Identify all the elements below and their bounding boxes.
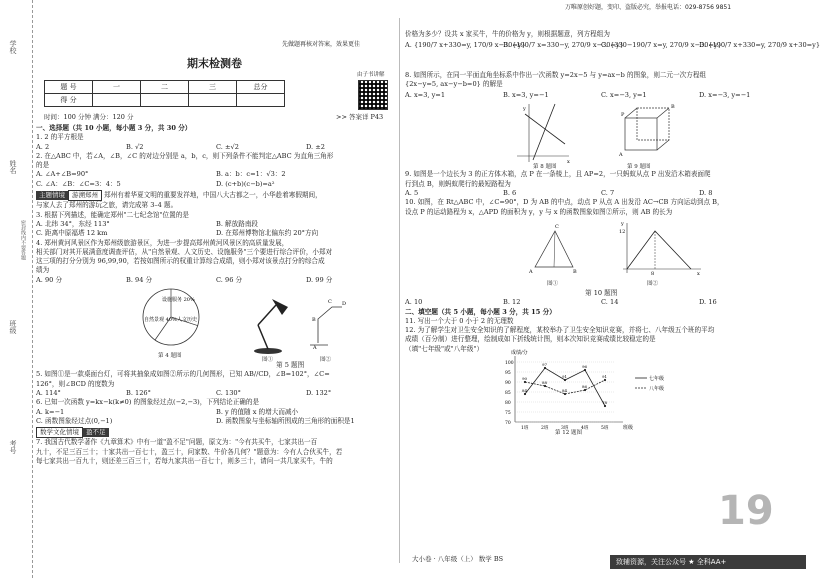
fig5b-caption: 图② — [320, 357, 332, 364]
option[interactable]: A. x=3, y=1 — [405, 91, 446, 100]
option[interactable]: C. 14 — [601, 298, 619, 307]
data-point — [524, 393, 526, 395]
section-1-heading: 一、选择题（共 10 小题，每小题 3 分，共 30 分） — [36, 124, 192, 132]
option[interactable]: C. x=−3, y=1 — [601, 91, 647, 100]
data-label: 84 — [562, 388, 568, 394]
footer-bar: 致辅资源，关注公众号 ★ 全科AA+ — [610, 555, 806, 569]
topic-line — [36, 190, 396, 201]
gutter-label-name: 姓名 — [9, 160, 17, 174]
q4-options — [36, 276, 396, 285]
pie-label-facility: 设施服务 20% — [162, 297, 195, 304]
question-7-b: 九十，不足三百三十；十家共出一百七十，盈三十，问家数、牛价各几何？"题意为：今有人合伙买牛，若 — [36, 447, 343, 456]
axis-tick: 12 — [619, 228, 626, 235]
x-axis-title: 班级 — [623, 425, 634, 432]
x-tick-label: 1班 — [521, 426, 529, 432]
figures-row-4-5 — [36, 285, 396, 364]
fig10-graph — [619, 221, 701, 277]
option[interactable]: C. 函数图象经过点(0,−1) — [36, 416, 113, 425]
question-1: 1. 2 的平方根是 — [36, 133, 84, 142]
section-2-heading: 二、填空题（共 5 小题，每小题 3 分，共 15 分） — [405, 307, 556, 316]
y-tick-label: 70 — [505, 421, 511, 427]
fig8-caption: 第 8 题图 — [533, 164, 557, 171]
left-column — [36, 124, 396, 564]
question-4-c: 这三项的打分分别为 96,99,90，若按如图所示的权重计算综合成绩，则小郑对该景点打分的综合成 — [36, 257, 325, 266]
data-label: 91 — [562, 374, 568, 380]
x-tick-label: 2班 — [541, 426, 549, 432]
q10-options — [405, 298, 797, 307]
legend-label: 八年级 — [649, 386, 665, 393]
option[interactable]: D. 16 — [699, 298, 717, 307]
data-label: 84 — [522, 388, 528, 394]
data-point — [584, 389, 586, 391]
option[interactable]: D. ±2 — [306, 142, 325, 151]
score-header-label: 题 号 — [45, 81, 93, 94]
point-label: C — [555, 223, 559, 230]
question-12-c: （填"七年级"或"八年级"） — [405, 344, 484, 353]
score-header-3: 三 — [189, 81, 237, 94]
y-axis-title: 成绩/分 — [511, 350, 528, 357]
cube-edge — [625, 108, 637, 118]
time-note: 时间：100 分钟 满分：120 分 — [44, 113, 134, 121]
fig10b-caption: 图② — [647, 280, 659, 287]
fig10-triangle — [528, 224, 577, 275]
page-title: 期末检测卷 — [187, 57, 242, 70]
pie-label-culture: 人文历史 — [177, 317, 198, 324]
column-divider — [399, 18, 400, 563]
axis-label: x — [697, 270, 700, 277]
question-2-cont: 的是 — [36, 161, 50, 170]
data-label: 97 — [542, 362, 548, 368]
answer-note: >> 答案详 P43 — [336, 113, 384, 121]
figure-12 — [405, 350, 797, 437]
score-table — [44, 80, 285, 107]
option[interactable]: A. 北纬 34°，东经 113° — [36, 219, 110, 228]
question-5-b: 126°，则∠BCD 的度数为 — [36, 379, 115, 388]
question-7: 7. 我国古代数学著作《九章算术》中有一道"盈不足"问题，原文为："今有共买牛，七家共出一百 — [36, 438, 318, 447]
option[interactable]: B. √2 — [126, 142, 144, 151]
page-number: 19 — [718, 488, 774, 534]
topic-tag: 主题情境 — [36, 191, 68, 200]
score-cell[interactable] — [141, 94, 189, 107]
option[interactable]: D. 99 分 — [306, 275, 333, 284]
q7-tag-sub: 盈不足 — [83, 428, 109, 437]
score-cell[interactable] — [189, 94, 237, 107]
fig9-cube — [618, 104, 675, 158]
data-label: 78 — [602, 400, 608, 406]
y-tick-label: 80 — [505, 401, 511, 407]
point-label: D — [342, 301, 347, 308]
option[interactable]: D. 132° — [306, 388, 332, 397]
question-2: 2. 在△ABC 中，若∠A，∠B，∠C 的对边分别是 a，b，c，则下列条件不能判定△ABC 为直角三角形 — [36, 151, 334, 160]
option[interactable]: B. 解放路南段 — [216, 219, 259, 228]
figures-row-8-9 — [405, 100, 797, 170]
point-label: A — [529, 268, 533, 275]
score-header-total: 总分 — [237, 81, 285, 94]
axis-tick: 8 — [651, 270, 655, 277]
option[interactable]: B. a：b：c=1：√3：2 — [216, 170, 286, 179]
qr-label: 由子书讲解 — [357, 72, 385, 78]
topic-tag-sub: 游溯郑州 — [68, 190, 102, 201]
footer-label: 大小卷 · 八年级（上） 数学 BS — [412, 555, 504, 563]
data-point — [544, 385, 546, 387]
qr-code — [358, 80, 388, 110]
option[interactable]: B. x=3, y=−1 — [503, 91, 549, 100]
fig5-caption: 第 5 题图 — [276, 361, 305, 370]
option[interactable]: A. 5 — [405, 189, 419, 198]
q2-options-row1 — [36, 170, 396, 179]
question-5: 5. 如图①是一款桌面台灯，可将其抽象成如图②所示的几何图形，已知 AB//CD，∠B=102°，∠C= — [36, 370, 330, 379]
gutter-label-school: 学校 — [9, 40, 17, 54]
figure-8-9-svg — [405, 100, 797, 170]
q7-options — [405, 41, 820, 50]
data-label: 96 — [582, 364, 588, 370]
x-tick-label: 5班 — [601, 426, 609, 432]
option[interactable]: C. 96 分 — [216, 275, 243, 284]
option[interactable]: A. k=−1 — [36, 407, 65, 416]
question-11: 11. 写出一个大于 0 小于 2 的无理数 — [405, 316, 514, 325]
option[interactable]: D. 8 — [699, 189, 713, 198]
point-label: B — [573, 268, 577, 275]
question-4: 4. 郑州黄河风景区作为郑州级旅游景区，为进一步提高郑州黄河风景区的高质量发展， — [36, 238, 289, 247]
q6-options-row2 — [36, 417, 396, 426]
figure-10-svg — [405, 217, 797, 289]
option[interactable]: A. 2 — [36, 142, 50, 151]
topic-text-2: 与家人去了郑州的游玩之旅，请完成第 3–4 题。 — [36, 201, 178, 210]
q9-options — [405, 189, 797, 198]
fig5a-caption: 图① — [262, 357, 274, 364]
point-label: A — [313, 345, 317, 352]
option[interactable]: B. 94 分 — [126, 275, 153, 284]
figure-4-5-svg — [36, 285, 396, 364]
topic-text: 郑州有着华夏文明的重要发祥地，中国八大古都之一，小华趁着寒假期间， — [104, 191, 322, 200]
question-10: 10. 如图，在 Rt△ABC 中，∠C=90°，D 为 AB 的中点，动点 P 从点 A 出发沿 AC→CB 方向运动到点 B， — [405, 198, 724, 207]
data-point — [564, 393, 566, 395]
lamp-arm — [258, 305, 276, 325]
option[interactable]: C. 距离中原福塔 12 km — [36, 229, 108, 238]
binding-gutter — [0, 0, 33, 578]
line-chart-12 — [405, 350, 665, 437]
axis-label: y — [621, 220, 624, 227]
y-tick-label: 90 — [505, 381, 511, 387]
score-cell[interactable] — [237, 94, 285, 107]
q2-options-row2 — [36, 180, 396, 189]
gutter-label-number: 考号 — [9, 440, 17, 454]
q5-options — [36, 389, 396, 398]
question-6: 6. 已知一次函数 y=kx−k(k≠0) 的图象经过点(−2,−3)，下列结论正确的是 — [36, 398, 260, 407]
point-label: A — [619, 152, 623, 159]
q7-tag: 数学文化情境 — [36, 427, 83, 438]
score-row-label: 得 分 — [45, 94, 93, 107]
question-4-b: 相关部门对其开展满意度调查评估，从"自然景观、人文历史、设施服务"三个要进行综合评价，小郑对 — [36, 247, 333, 256]
option[interactable]: D. (c+b)(c−b)=a² — [216, 179, 275, 188]
data-point — [604, 379, 606, 381]
data-label: 90 — [522, 376, 528, 382]
area-curve — [627, 231, 691, 269]
question-10-b: 设点 P 的运动路程为 x，△APD 的面积为 y，y 与 x 的函数图象如图②所示，则 AB 的长为 — [405, 207, 673, 216]
option[interactable]: C. 7 — [601, 189, 615, 198]
axis-label: y — [523, 106, 526, 113]
cube-edge — [657, 108, 669, 118]
option[interactable]: B. 126° — [126, 388, 151, 397]
option[interactable]: B. 12 — [503, 298, 521, 307]
y-tick-label: 75 — [505, 411, 511, 417]
point-label: B — [671, 104, 675, 111]
seal-line-note: 密封线内不要答题 — [20, 220, 26, 260]
option[interactable]: C. ∠A：∠B：∠C=3：4：5 — [36, 179, 121, 188]
data-point — [564, 379, 566, 381]
question-3: 3. 根据下列描述，能确定郑州"二七纪念馆"位置的是 — [36, 210, 189, 219]
question-7-c: 每七家共出一百九十，则还差三百三十，若每九家共出一百七十，则多三十，请问一共几家买牛，牛的 — [36, 457, 333, 466]
cube-front — [625, 118, 657, 150]
data-label: 91 — [602, 374, 608, 380]
line-2x-5 — [533, 104, 555, 160]
point-label: P — [621, 112, 625, 119]
x-tick-label: 3班 — [561, 426, 569, 432]
figures-row-10 — [405, 217, 797, 289]
fig4-caption: 第 4 题图 — [158, 353, 182, 360]
legend-label: 七年级 — [649, 376, 665, 383]
option[interactable]: D. 在郑州博物馆北偏东约 20°方向 — [216, 229, 319, 238]
fig8-graph — [517, 104, 570, 165]
data-point — [584, 369, 586, 371]
q3-options-row1 — [36, 220, 396, 229]
q1-options — [36, 143, 396, 152]
lamp-drawing — [254, 299, 288, 354]
data-point — [524, 381, 526, 383]
option[interactable]: C. 130° — [216, 388, 241, 397]
option[interactable]: A. 114° — [36, 388, 61, 397]
q3-options-row2 — [36, 229, 396, 238]
score-header-1: 一 — [93, 81, 141, 94]
header-left-note: 先做题再核对答案，效果更佳 — [282, 41, 361, 48]
q8-options — [405, 91, 797, 100]
abstract-lines — [318, 307, 342, 343]
axis-label: x — [567, 159, 570, 166]
data-point — [604, 405, 606, 407]
option[interactable]: A. 90 分 — [36, 275, 63, 284]
question-4-d: 绩为 — [36, 266, 50, 275]
option[interactable]: A. 10 — [405, 298, 423, 307]
fig12-caption: 第 12 题图 — [555, 430, 582, 437]
y-tick-label: 100 — [505, 361, 514, 367]
option[interactable]: D. x=−3, y=−1 — [699, 91, 751, 100]
fig10a-caption: 图① — [547, 280, 559, 287]
x-tick-label: 4班 — [581, 426, 589, 432]
question-12-b: 成绩（百分制）进行整理，绘制成如下折线统计图，则本次知识竞赛成绩比较稳定的是 — [405, 335, 656, 344]
cube-back — [637, 108, 669, 140]
question-8-b: {2x−y=5, ax−y−b=0} 的解是 — [405, 79, 503, 88]
score-header-2: 二 — [141, 81, 189, 94]
option[interactable]: A. ∠A+∠B=90° — [36, 170, 89, 179]
y-tick-label: 95 — [505, 371, 511, 377]
lamp-arm — [258, 325, 268, 349]
cube-edge — [657, 140, 669, 150]
pie-chart — [143, 289, 199, 345]
q6-options-row1 — [36, 408, 396, 417]
point-label: B — [312, 317, 316, 324]
question-9-b: 行到点 B，则蚂蚁爬行的最短路程为 — [405, 179, 511, 188]
score-cell[interactable] — [93, 94, 141, 107]
question-12: 12. 为了解学生对卫生安全知识的了解程度，某校举办了卫生安全知识竞赛，并将七、八年级五个班的平均 — [405, 326, 715, 335]
gutter-label-class: 班级 — [9, 320, 17, 334]
option[interactable]: C. {330−190/7 x=y, 270/9 x−30=y} — [601, 41, 722, 50]
triangle-median — [554, 231, 555, 267]
data-point — [544, 367, 546, 369]
fig9-caption: 第 9 题图 — [627, 164, 651, 171]
option[interactable]: B. y 的值随 x 的增大而减小 — [216, 407, 299, 416]
option[interactable]: D. {190/7 x+330=y, 270/9 x+30=y} — [699, 41, 820, 50]
right-column — [405, 30, 820, 560]
point-label: C — [328, 299, 332, 306]
q7-tag-line — [36, 427, 396, 438]
option[interactable]: A. {190/7 x+330=y, 170/9 x−30=y} — [405, 41, 526, 50]
pie-label-nature: 自然景观 40% — [144, 317, 177, 324]
option[interactable]: B. 6 — [503, 189, 517, 198]
data-label: 88 — [542, 380, 548, 386]
question-7-d: 价格为多少？设共 x 家买牛，牛的价格为 y，则根据题意，列方程组为 — [405, 30, 610, 38]
option[interactable]: C. ±√2 — [216, 142, 239, 151]
data-label: 86 — [582, 384, 588, 390]
option[interactable]: B. {190/7 x=330−y, 270/9 x−30=y} — [503, 41, 624, 50]
abstract-figure — [310, 299, 346, 351]
header-right-note: 万唯原创好题，变印、盗版必究，举报电话：029-8756 9851 — [565, 4, 732, 11]
line-ax-b — [525, 114, 565, 144]
y-tick-label: 85 — [505, 391, 511, 397]
fig10-caption: 第 10 题图 — [585, 288, 618, 297]
question-9: 9. 如图是一个边长为 3 的正方体木箱，点 P 在一条棱上，且 AP=2，一只蚂蚁从点 P 出发沿木箱表面爬 — [405, 170, 711, 179]
question-8: 8. 如图所示，在同一平面直角坐标系中作出一次函数 y=2x−5 与 y=ax−b 的图象，则二元一次方程组 — [405, 70, 707, 79]
option[interactable]: D. 函数图象与坐标轴所围成的三角形的面积是1 — [216, 416, 355, 425]
